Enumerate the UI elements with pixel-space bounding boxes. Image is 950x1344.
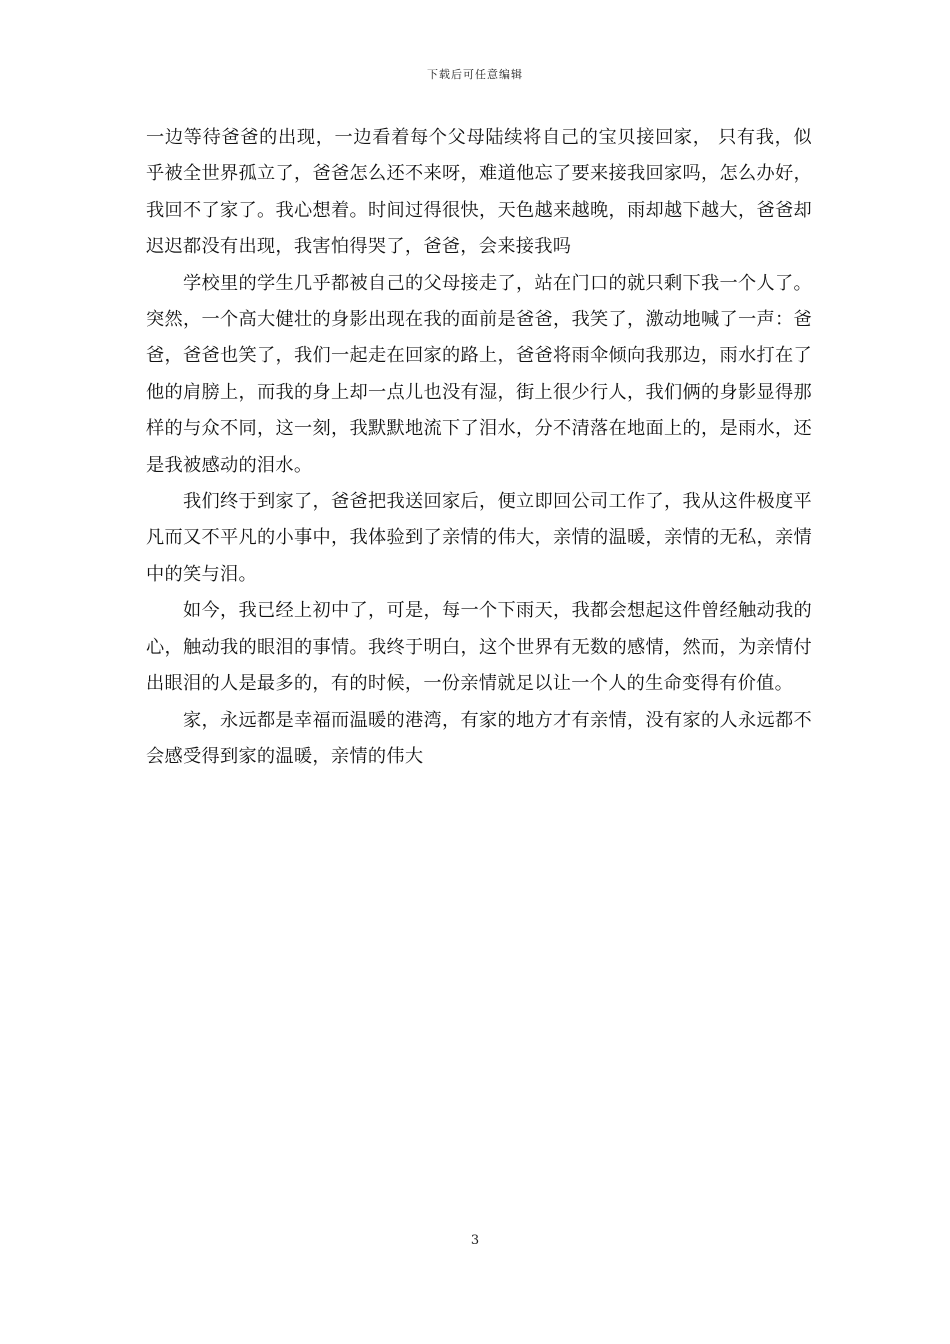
paragraph-4: 如今，我已经上初中了，可是，每一个下雨天，我都会想起这件曾经触动我的心，触动我的眼泪的事情。我终于明白，这个世界有无数的感情，然而，为亲情付出眼泪的人是最多的，有的时候，一份亲情就足以让一个人的生命变得有价值。 — [146, 600, 812, 695]
document-body — [146, 120, 812, 775]
paragraph-5: 家，永远都是幸福而温暖的港湾，有家的地方才有亲情，没有家的人永远都不会感受得到家的温暖，亲情的伟大 — [146, 709, 812, 767]
paragraph-3: 我们终于到家了，爸爸把我送回家后，便立即回公司工作了，我从这件极度平凡而又不平凡的小事中，我体验到了亲情的伟大，亲情的温暖，亲情的无私，亲情中的笑与泪。 — [146, 491, 812, 585]
page-number: 3 — [470, 1233, 480, 1248]
paragraph-2: 学校里的学生几乎都被自己的父母接走了，站在门口的就只剩下我一个人了。突然，一个高大健壮的身影出现在我的面前是爸爸，我笑了，激动地喊了一声：爸爸，爸爸也笑了，我们一起走在回家的路上，爸爸将雨伞倾向我那边，雨水打在了他的肩膀上，而我的身上却一点儿也没有湿，街上很少行人，我们俩的身影显得那样的与众不同，这一刻，我默默地流下了泪水，分不清落在地面上的，是雨水，还是我被感动的泪水。 — [146, 272, 812, 476]
paragraph-1: 一边等待爸爸的出现，一边看着每个父母陆续将自己的宝贝接回家， 只有我，似乎被全世界孤立了，爸爸怎么还不来呀，难道他忘了要来接我回家吗，怎么办好，我回不了家了。我心想着。时间过得很快，天色越来越晚，雨却越下越大，爸爸却迟迟都没有出现，我害怕得哭了，爸爸，会来接我吗 — [146, 127, 812, 258]
page-header: 下载后可任意编辑 — [427, 68, 523, 81]
